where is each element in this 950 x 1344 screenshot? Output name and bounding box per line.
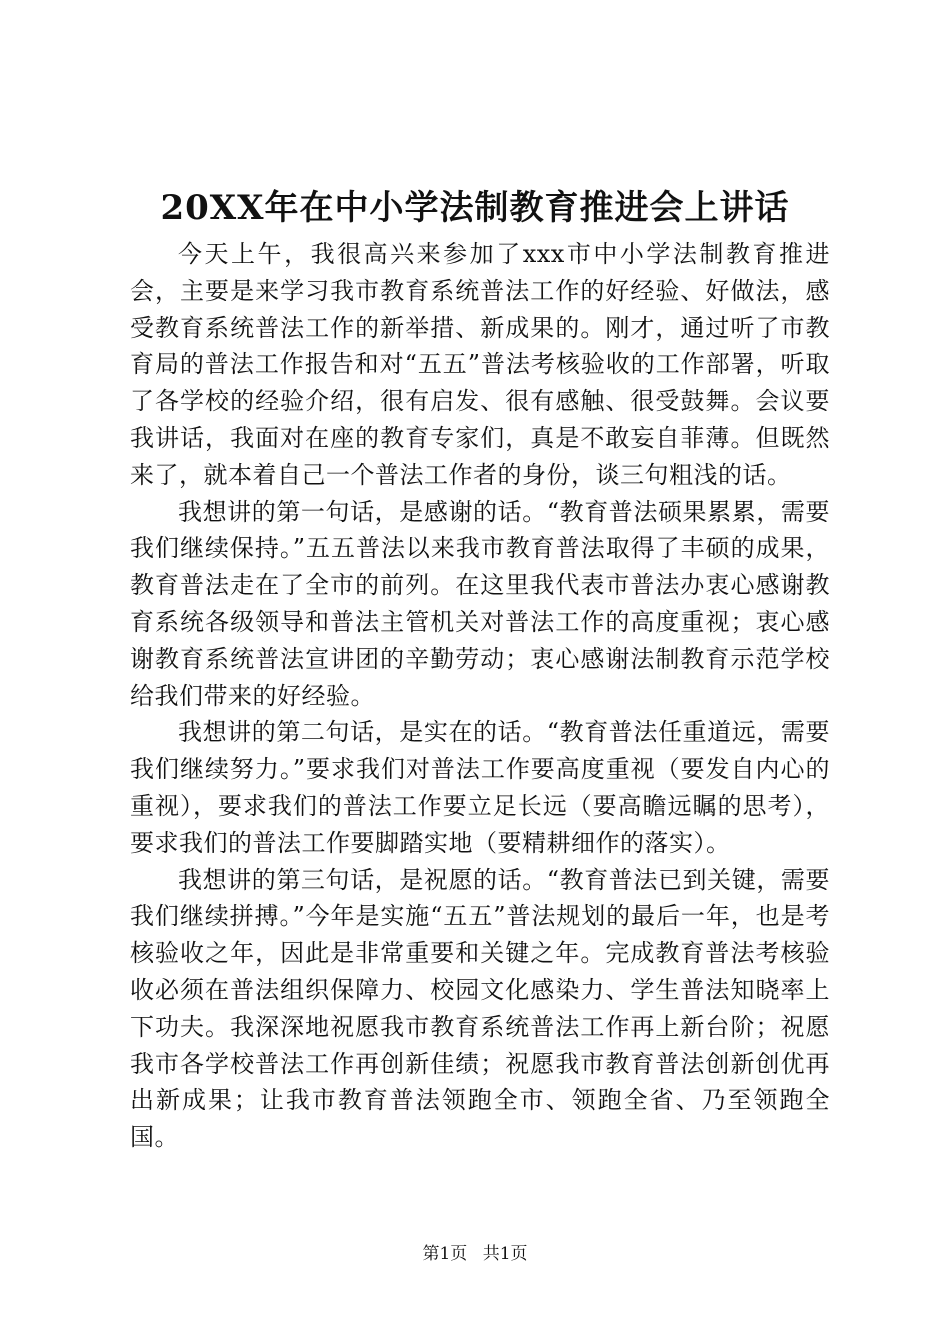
document-body [130,236,830,1156]
document-title: 20XX年在中小学法制教育推进会上讲话 [160,188,790,228]
page-footer [0,1242,950,1266]
page-number: 第1页 [422,1244,468,1264]
paragraph-1: 今天上午，我很高兴来参加了xxx市中小学法制教育推进会，主要是来学习我市教育系统普法工作的好经验、好做法，感受教育系统普法工作的新举措、新成果的。刚才，通过听了市教育局的普法工作报告和对“五五”普法考核验收的工作部署，听取了各学校的经验介绍，很有启发、很有感触、很受鼓舞。会议要我讲话，我面对在座的教育专家们，真是不敢妄自菲薄。但既然来了，就本着自己一个普法工作者的身份，谈三句粗浅的话。 [130,240,830,489]
page-total: 共1页 [482,1244,528,1264]
paragraph-3: 我想讲的第二句话，是实在的话。“教育普法任重道远，需要我们继续努力。”要求我们对普法工作要高度重视（要发自内心的重视），要求我们的普法工作要立足长远（要高瞻远瞩的思考），要求我们的普法工作要脚踏实地（要精耕细作的落实）。 [130,718,830,857]
paragraph-4: 我想讲的第三句话，是祝愿的话。“教育普法已到关键，需要我们继续拼搏。”今年是实施“五五”普法规划的最后一年，也是考核验收之年，因此是非常重要和关键之年。完成教育普法考核验收必须在普法组织保障力、校园文化感染力、学生普法知晓率上下功夫。我深深地祝愿我市教育系统普法工作再上新台阶；祝愿我市各学校普法工作再创新佳绩；祝愿我市教育普法创新创优再出新成果；让我市教育普法领跑全市、领跑全省、乃至领跑全国。 [130,865,830,1152]
paragraph-2: 我想讲的第一句话，是感谢的话。“教育普法硕果累累，需要我们继续保持。”五五普法以来我市教育普法取得了丰硕的成果，教育普法走在了全市的前列。在这里我代表市普法办衷心感谢教育系统各级领导和普法主管机关对普法工作的高度重视；衷心感谢教育系统普法宣讲团的辛勤劳动；衷心感谢法制教育示范学校给我们带来的好经验。 [130,497,830,710]
